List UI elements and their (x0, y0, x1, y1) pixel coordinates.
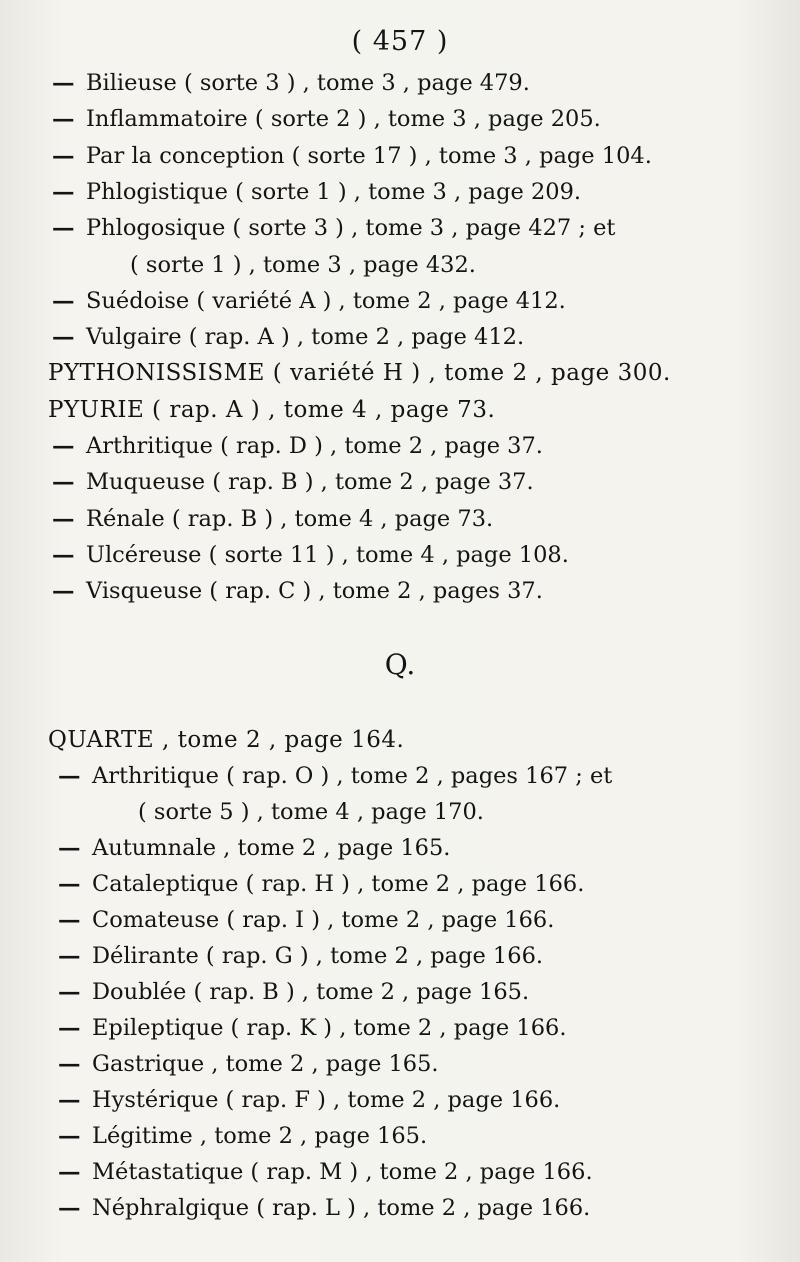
entry-dash: — (58, 907, 81, 933)
index-entry-continuation (138, 797, 484, 827)
entry-dash: — (52, 215, 75, 241)
section-letter: Q. (384, 648, 416, 681)
entry-dash: — (58, 871, 81, 897)
entry-text: Rénale ( rap. B ) , tome 4 , page 73. (86, 506, 494, 532)
entry-text: Doublée ( rap. B ) , tome 2 , page 165. (92, 979, 530, 1005)
entry-text: Délirante ( rap. G ) , tome 2 , page 166. (92, 943, 544, 969)
entry-text: Phlogistique ( sorte 1 ) , tome 3 , page 209. (86, 179, 582, 205)
entry-text: Cataleptique ( rap. H ) , tome 2 , page 166. (92, 871, 585, 897)
page-number: ( 457 ) (351, 26, 449, 57)
entry-text: Vulgaire ( rap. A ) , tome 2 , page 412. (86, 324, 525, 350)
entry-text: Phlogosique ( sorte 3 ) , tome 3 , page 427 ; et (86, 215, 616, 241)
index-headword (48, 395, 495, 425)
entry-dash: — (52, 433, 75, 459)
entry-dash: — (58, 763, 81, 789)
entry-dash: — (58, 1195, 81, 1221)
entry-text: Autumnale , tome 2 , page 165. (92, 835, 451, 861)
entry-dash: — (52, 506, 75, 532)
entry-dash: — (52, 106, 75, 132)
index-entry (58, 1157, 593, 1187)
index-entry (58, 1013, 567, 1043)
index-entry (52, 431, 543, 461)
entry-text: Suédoise ( variété A ) , tome 2 , page 412. (86, 288, 566, 314)
entry-dash: — (52, 324, 75, 350)
entry-text: ( sorte 1 ) , tome 3 , page 432. (130, 252, 476, 278)
entry-text: Néphralgique ( rap. L ) , tome 2 , page 166. (92, 1195, 591, 1221)
index-entry (58, 941, 543, 971)
entry-dash: — (52, 70, 75, 96)
entry-text: Inflammatoire ( sorte 2 ) , tome 3 , page 205. (86, 106, 601, 132)
entry-text: Muqueuse ( rap. B ) , tome 2 , page 37. (86, 469, 534, 495)
index-entry (52, 322, 524, 352)
index-entry (58, 761, 612, 791)
index-entry (58, 869, 584, 899)
index-headword (48, 725, 404, 755)
index-entry (52, 141, 652, 171)
entry-text: Ulcéreuse ( sorte 11 ) , tome 4 , page 108. (86, 542, 569, 568)
index-entry (58, 977, 529, 1007)
index-entry (52, 467, 534, 497)
entry-dash: — (52, 143, 75, 169)
entry-dash: — (58, 1051, 81, 1077)
index-entry (58, 1193, 590, 1223)
entry-text: Comateuse ( rap. I ) , tome 2 , page 166. (92, 907, 555, 933)
entry-text: ( sorte 5 ) , tome 4 , page 170. (138, 799, 484, 825)
entry-dash: — (58, 979, 81, 1005)
entry-text: Hystérique ( rap. F ) , tome 2 , page 166. (92, 1087, 561, 1113)
entry-text: Arthritique ( rap. O ) , tome 2 , pages 167 ; et (92, 763, 613, 789)
entry-dash: — (58, 943, 81, 969)
index-headword (48, 358, 671, 388)
index-entry (58, 1121, 427, 1151)
index-entry (52, 504, 493, 534)
index-entry (52, 576, 543, 606)
entry-dash: — (58, 1087, 81, 1113)
entry-dash: — (52, 288, 75, 314)
entry-text: Visqueuse ( rap. C ) , tome 2 , pages 37. (86, 578, 543, 604)
entry-text: Métastatique ( rap. M ) , tome 2 , page 166. (92, 1159, 593, 1185)
entry-text: PYTHONISSISME ( variété H ) , tome 2 , page 300. (48, 360, 671, 386)
index-entry (58, 1049, 439, 1079)
index-entry (58, 905, 554, 935)
index-entry (52, 213, 615, 243)
index-entry (58, 833, 450, 863)
entry-dash: — (52, 179, 75, 205)
entry-text: Légitime , tome 2 , page 165. (92, 1123, 428, 1149)
entry-dash: — (58, 1159, 81, 1185)
entry-dash: — (52, 542, 75, 568)
entry-dash: — (58, 835, 81, 861)
entry-text: Gastrique , tome 2 , page 165. (92, 1051, 439, 1077)
index-entry (52, 286, 566, 316)
entry-text: Arthritique ( rap. D ) , tome 2 , page 37. (86, 433, 543, 459)
index-entry (52, 68, 530, 98)
entry-dash: — (58, 1015, 81, 1041)
entry-text: PYURIE ( rap. A ) , tome 4 , page 73. (48, 397, 496, 423)
entry-text: Epileptique ( rap. K ) , tome 2 , page 166. (92, 1015, 567, 1041)
index-entry (52, 540, 569, 570)
entry-text: Par la conception ( sorte 17 ) , tome 3 , page 104. (86, 143, 652, 169)
index-entry (52, 104, 601, 134)
entry-dash: — (52, 469, 75, 495)
index-entry (52, 177, 581, 207)
entry-text: Bilieuse ( sorte 3 ) , tome 3 , page 479. (86, 70, 530, 96)
entry-dash: — (52, 578, 75, 604)
index-entry-continuation (130, 250, 476, 280)
entry-dash: — (58, 1123, 81, 1149)
index-entry (58, 1085, 560, 1115)
entry-text: QUARTE , tome 2 , page 164. (48, 727, 405, 753)
